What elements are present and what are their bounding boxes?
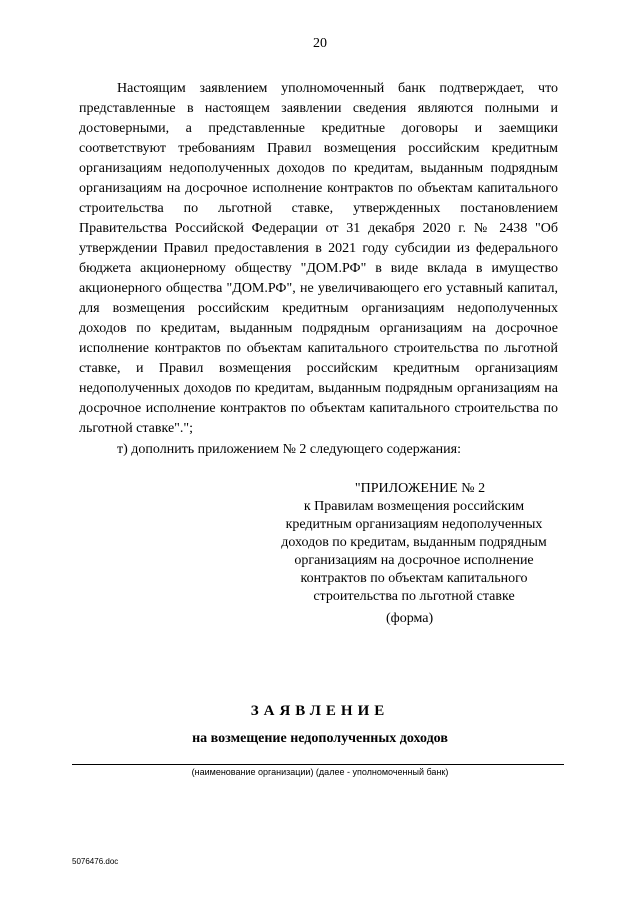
organization-name-line [72,764,564,765]
statement-subtitle: на возмещение недополученных доходов [192,731,448,746]
appendix-header [262,480,566,606]
form-label: (форма) [386,611,434,626]
amendment-paragraph: т) дополнить приложением № 2 следующего содержания: [117,442,461,457]
document-code: 5076476.doc [72,857,119,866]
body-text [79,79,558,439]
appendix-line: к Правилам возмещения российским [303,499,525,514]
organization-name-caption: (наименование организации) (далее - уполномоченный банк) [191,767,449,777]
confirmation-paragraph: Настоящим заявлением уполномоченный банк подтверждает, что представленные в настоящем заявлении сведения являются полными и достоверными, а представленные кредитные договоры и заемщики соответствуют требованиям Правил возмещения российским кредитным организациям недополученных доходов по кредитам, выданным подрядным организациям на досрочное исполнение контрактов по объектам капитального строительства по льготной ставке, утвержденных постановлением Правительства Российской Федерации от 31 декабря 2020 г. № 2438 "Об утверждении Правил предоставления в 2021 году субсидии из федерального бюджета акционерному обществу "ДОМ.РФ" в виде вклада в имущество акционерного общества "ДОМ.РФ", не увеличивающего его уставный капитал, для возмещения российским кредитным организациям недополученных доходов по кредитам, выданным подрядным организациям на досрочное исполнение контрактов по объектам капитального строительства по льготной ставке, и Правил возмещения российским кредитным организациям недополученных доходов по кредитам, выданным подрядным организациям на досрочное исполнение контрактов по объектам капитального строительства по льготной ставке"."; [79,81,558,436]
appendix-line: строительства по льготной ставке [313,589,515,604]
page-number: 20 [313,36,327,51]
appendix-line: доходов по кредитам, выданным подрядным [281,535,547,550]
appendix-line: кредитным организациям недополученных [285,517,543,532]
appendix-title: "ПРИЛОЖЕНИЕ № 2 [354,481,486,496]
appendix-line: контрактов по объектам капитального [300,571,528,586]
statement-title: ЗАЯВЛЕНИЕ [250,703,390,719]
appendix-line: организациям на досрочное исполнение [294,553,534,568]
